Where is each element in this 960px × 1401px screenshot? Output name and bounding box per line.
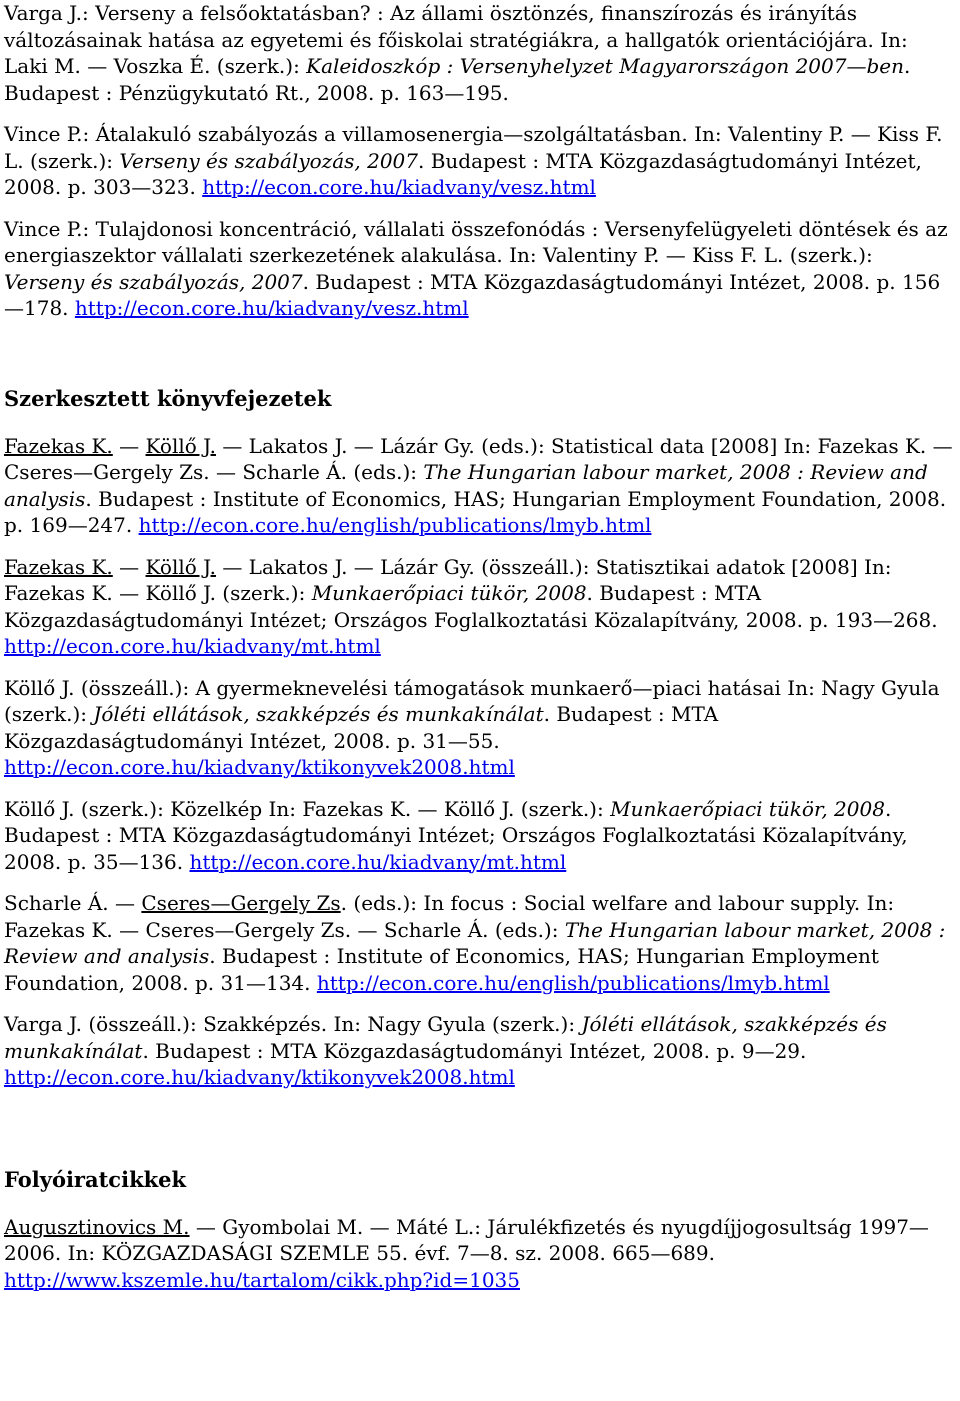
section-heading-edited-chapters: Szerkesztett könyvfejezetek — [4, 385, 332, 411]
reference-url-link[interactable]: http://econ.core.hu/english/publications/lmyb.html — [138, 513, 652, 537]
reference-entry — [4, 121, 956, 201]
reference-title: The Hungarian labour market, 2008 : Review and analysis — [4, 917, 946, 968]
reference-text: Köllő J. (összeáll.): A gyermeknevelési támogatások munkaerő—piaci hatásai In: Nagy Gyula (szerk.): — [4, 675, 940, 726]
reference-list-journals — [4, 1214, 956, 1294]
section-heading-journal-articles: Folyóiratcikkek — [4, 1166, 187, 1192]
reference-title: Verseny és szabályozás, 2007 — [4, 269, 303, 294]
reference-entry — [4, 0, 956, 106]
reference-text: Varga J.: Verseny a felsőoktatásban? : Az állami ösztönzés, finanszírozás és irányítás változásainak hatása az egyetemi és főiskolai stratégiákra, a hallgatók orientációjára. In: Laki M. — Voszka É. (szerk.): — [4, 1, 908, 78]
reference-title: Verseny és szabályozás, 2007 — [119, 148, 418, 173]
reference-author: Fazekas K. — [4, 554, 113, 579]
reference-text: — Lakatos J. — Lázár Gy. (összeáll.): Statisztikai adatok [2008] In: Fazekas K. — Köllő J. (szerk.): — [4, 554, 892, 605]
reference-text: . Budapest : MTA Közgazdaságtudományi Intézet, 2008. p. 31—55. — [4, 702, 719, 753]
reference-text: . Budapest : MTA Közgazdaságtudományi Intézet, 2008. p. 303—323. — [4, 148, 922, 199]
reference-text: . Budapest : Institute of Economics, HAS; Hungarian Employment Foundation, 2008. p. 31—134. — [4, 944, 879, 995]
reference-author: Köllő J. — [145, 554, 216, 579]
reference-title: Munkaerőpiaci tükör, 2008 — [311, 581, 587, 605]
reference-text: Varga J. (összeáll.): Szakképzés. In: Nagy Gyula (szerk.): — [4, 1012, 582, 1036]
reference-entry — [4, 216, 956, 322]
reference-author: Cseres—Gergely Zs — [141, 891, 341, 915]
reference-text: . Budapest : MTA Közgazdaságtudományi Intézet, 2008. p. 9—29. — [142, 1038, 807, 1063]
reference-url-link[interactable]: http://econ.core.hu/kiadvany/ktikonyvek2008.html — [4, 755, 515, 779]
reference-author: Augusztinovics M. — [4, 1214, 190, 1239]
reference-text: . Budapest : Pénzügykutató Rt., 2008. p. 163—195. — [4, 54, 911, 105]
reference-list-top — [4, 0, 956, 322]
reference-entry — [4, 1214, 956, 1294]
reference-text: . Budapest : MTA Közgazdaságtudományi Intézet; Országos Foglalkoztatási Közalapítvány, 2008. p. 193—268. — [4, 581, 938, 632]
reference-text: Vince P.: Átalakuló szabályozás a villamosenergia—szolgáltatásban. In: Valentiny P. — Kiss F. L. (szerk.): — [4, 122, 943, 173]
reference-text: — Lakatos J. — Lázár Gy. (eds.): Statistical data [2008] In: Fazekas K. — Cseres—Gergely Zs. — Scharle Á. (eds.): — [4, 433, 953, 484]
reference-text: . Budapest : MTA Közgazdaságtudományi Intézet, 2008. p. 156—178. — [4, 269, 941, 320]
reference-entry — [4, 796, 956, 876]
reference-url-link[interactable]: http://econ.core.hu/kiadvany/vesz.html — [202, 175, 596, 199]
reference-url-link[interactable]: http://econ.core.hu/english/publications/lmyb.html — [316, 970, 830, 995]
reference-entry — [4, 675, 956, 781]
reference-text: . Budapest : Institute of Economics, HAS; Hungarian Employment Foundation, 2008. p. 169—247. — [4, 486, 947, 537]
reference-title: Kaleidoszkóp : Versenyhelyzet Magyarországon 2007—ben — [306, 54, 905, 78]
reference-title: Munkaerőpiaci tükör, 2008 — [610, 796, 885, 821]
reference-url-link[interactable]: http://econ.core.hu/kiadvany/ktikonyvek2008.html — [4, 1065, 515, 1089]
reference-text: — — [112, 554, 146, 579]
reference-entry — [4, 554, 956, 660]
reference-text: Vince P.: Tulajdonosi koncentráció, vállalati összefonódás : Versenyfelügyeleti döntések és az energiaszektor vállalati szerkezetének alakulása. In: Valentiny P. — Kiss F. L. (szerk.): — [4, 216, 948, 267]
reference-url-link[interactable]: http://econ.core.hu/kiadvany/mt.html — [189, 849, 567, 874]
reference-text: . Budapest : MTA Közgazdaságtudományi Intézet; Országos Foglalkoztatási Közalapítvány, 2008. p. 35—136. — [4, 796, 908, 874]
reference-author: Fazekas K. — [4, 433, 113, 458]
reference-url-link[interactable]: http://www.kszemle.hu/tartalom/cikk.php?id=1035 — [4, 1267, 521, 1292]
reference-text: — Gyombolai M. — Máté L.: Járulékfizetés és nyugdíjjogosultság 1997—2006. In: KÖZGAZDASÁGI SZEMLE 55. évf. 7—8. sz. 2008. 665—689. — [4, 1214, 929, 1265]
reference-title: Jóléti ellátások, szakképzés és munkakínálat — [4, 1012, 887, 1063]
reference-author: Köllő J. — [145, 433, 216, 458]
reference-entry — [4, 1011, 956, 1091]
reference-url-link[interactable]: http://econ.core.hu/kiadvany/mt.html — [4, 634, 381, 658]
reference-entry — [4, 890, 956, 996]
reference-text: Köllő J. (szerk.): Közelkép In: Fazekas K. — Köllő J. (szerk.): — [4, 796, 611, 821]
reference-entry — [4, 433, 956, 539]
reference-list-chapters — [4, 433, 956, 1091]
reference-text: — — [112, 433, 146, 458]
reference-title: Jóléti ellátások, szakképzés és munkakínálat — [93, 702, 544, 726]
reference-title: The Hungarian labour market, 2008 : Review and analysis — [4, 460, 928, 511]
reference-text: Scharle Á. — — [4, 891, 142, 915]
reference-url-link[interactable]: http://econ.core.hu/kiadvany/vesz.html — [74, 296, 469, 320]
reference-text: . (eds.): In focus : Social welfare and labour supply. In: Fazekas K. — Cseres—Gergely Zs. — Scharle Á. (eds.): — [4, 891, 895, 942]
